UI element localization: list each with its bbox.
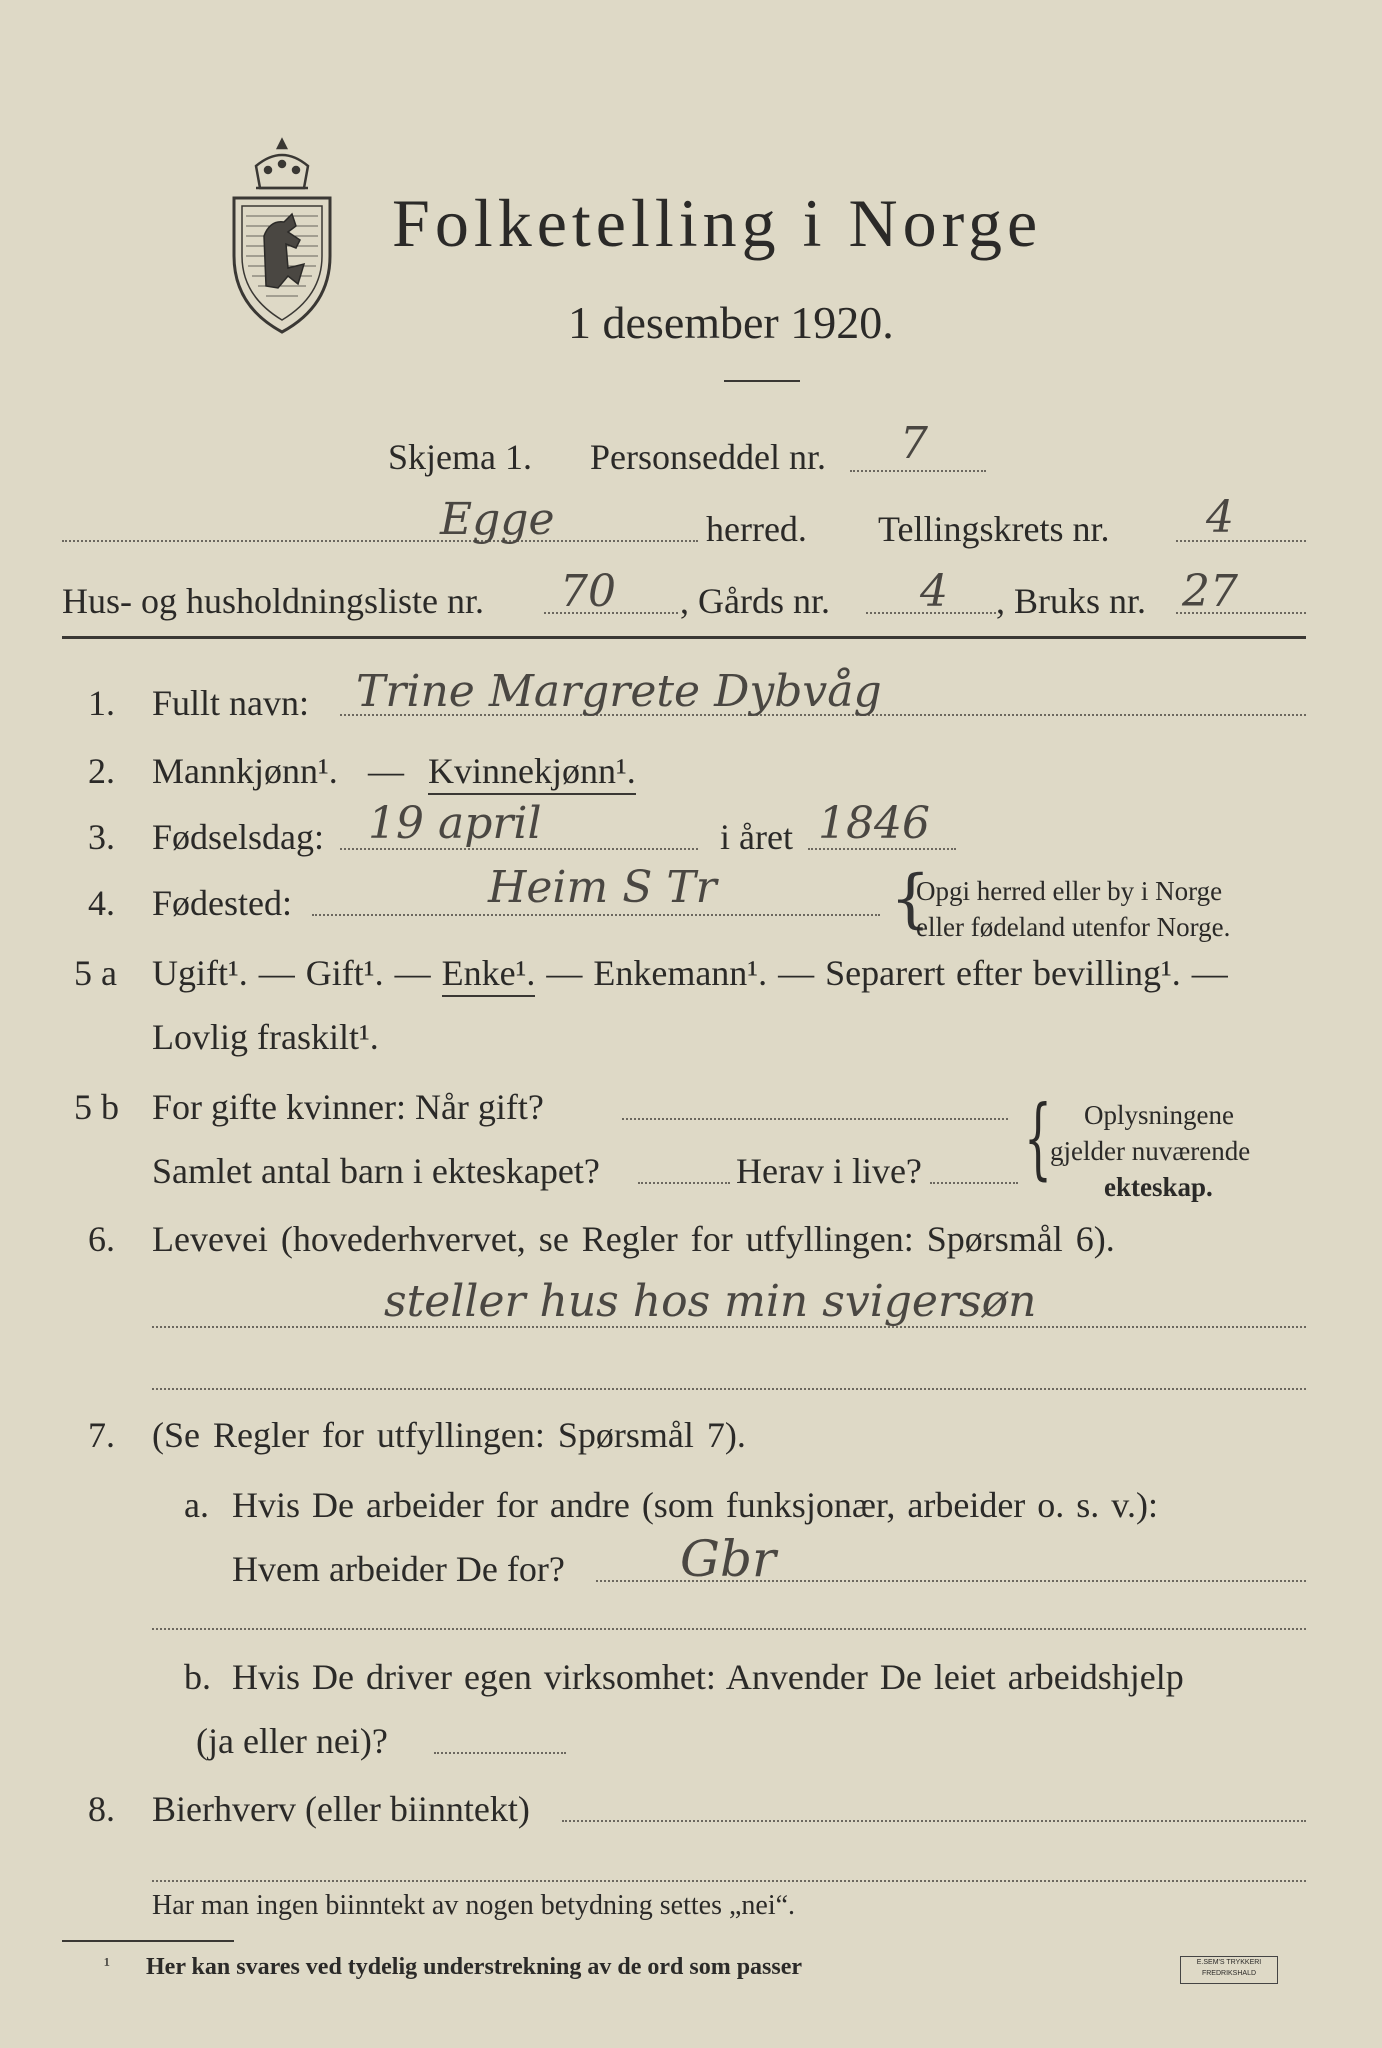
herred-value: Egge bbox=[440, 494, 555, 545]
q5b-children-label: Samlet antal barn i ekteskapet? bbox=[152, 1151, 600, 1191]
q5b-married-line bbox=[622, 1118, 1008, 1120]
full-name-value: Trine Margrete Dybvåg bbox=[356, 666, 882, 717]
tellingskrets-value: 4 bbox=[1206, 492, 1234, 543]
bruks-value: 27 bbox=[1182, 566, 1238, 617]
enkemann-option: Enkemann¹. bbox=[593, 953, 768, 993]
q7b-line1: Hvis De driver egen virksomhet: Anvender De leiet arbeidshjelp bbox=[232, 1657, 1184, 1697]
personseddel-label: Personseddel nr. bbox=[590, 437, 826, 477]
female-underlined: Kvinnekjønn¹. bbox=[428, 751, 636, 795]
q3-label: Fødselsdag: bbox=[152, 817, 325, 857]
q4-note-line2: eller fødeland utenfor Norge. bbox=[916, 912, 1231, 942]
q7b-letter: b. bbox=[184, 1657, 211, 1697]
q2-male-option: Mannkjønn¹. bbox=[152, 751, 338, 791]
husliste-label: Hus- og husholdningsliste nr. bbox=[62, 581, 485, 621]
q5b-note-line3: ekteskap. bbox=[1104, 1172, 1213, 1202]
q5b-number: 5 b bbox=[74, 1087, 119, 1127]
q5b-alive-line bbox=[930, 1182, 1018, 1184]
footnote-text: Her kan svares ved tydelig understrekning av de ord som passer bbox=[146, 1954, 803, 1980]
q5b-alive-label: Herav i live? bbox=[736, 1151, 922, 1191]
q4-line bbox=[312, 914, 880, 916]
bruks-label: , Bruks nr. bbox=[996, 581, 1147, 621]
personseddel-line bbox=[850, 470, 986, 472]
herred-label: herred. bbox=[706, 509, 807, 549]
q2-female-option bbox=[428, 750, 636, 792]
q5b-brace: { bbox=[1024, 1086, 1052, 1189]
tellingskrets-label: Tellingskrets nr. bbox=[878, 509, 1110, 549]
q2-separator: — bbox=[368, 751, 404, 791]
stamp-line1: E.SEM'S TRYKKERI bbox=[1196, 1959, 1262, 1966]
husliste-value: 70 bbox=[560, 566, 616, 617]
q7b-line2: (ja eller nei)? bbox=[196, 1721, 388, 1761]
q2-number: 2. bbox=[88, 751, 115, 791]
footer-note: Har man ingen biinntekt av nogen betydning settes „nei“. bbox=[152, 1890, 796, 1921]
q6-number: 6. bbox=[88, 1219, 115, 1259]
personseddel-value: 7 bbox=[900, 418, 928, 469]
q6-label: Levevei (hovederhvervet, se Regler for utfyllingen: Spørsmål 6). bbox=[152, 1219, 1115, 1259]
gift-option: Gift¹. bbox=[305, 953, 384, 993]
ugift-option: Ugift¹. bbox=[152, 953, 248, 993]
q7-number: 7. bbox=[88, 1415, 115, 1455]
fraskilt-option: Lovlig fraskilt¹. bbox=[152, 1017, 379, 1057]
birthplace-value: Heim S Tr bbox=[488, 862, 717, 913]
tellingskrets-line bbox=[1176, 540, 1306, 542]
q4-number: 4. bbox=[88, 883, 115, 923]
q7a-letter: a. bbox=[184, 1485, 209, 1525]
header-rule bbox=[62, 636, 1306, 639]
title-divider bbox=[724, 380, 800, 382]
birth-day-value: 19 april bbox=[368, 798, 542, 849]
q7b-answer-line bbox=[434, 1752, 566, 1754]
birth-year-value: 1846 bbox=[818, 798, 930, 849]
q5a-sep5: — bbox=[1191, 953, 1228, 993]
gards-label: , Gårds nr. bbox=[680, 581, 830, 621]
employer-value: Gbr bbox=[680, 1530, 776, 1588]
q7-label: (Se Regler for utfyllingen: Spørsmål 7). bbox=[152, 1415, 746, 1455]
coat-of-arms-icon bbox=[226, 136, 338, 336]
footnote-mark: ¹ bbox=[104, 1954, 110, 1976]
q3-number: 3. bbox=[88, 817, 115, 857]
printer-stamp bbox=[1180, 1956, 1278, 1984]
enke-option-underlined: Enke¹. bbox=[442, 953, 536, 997]
q5a-number: 5 a bbox=[74, 953, 117, 993]
q8-label: Bierhverv (eller biinntekt) bbox=[152, 1789, 530, 1829]
q5a-sep4: — bbox=[778, 953, 815, 993]
q5a-sep1: — bbox=[258, 953, 295, 993]
q3-year-label: i året bbox=[720, 817, 793, 857]
q8-number: 8. bbox=[88, 1789, 115, 1829]
q5a-options bbox=[152, 952, 1228, 994]
schema-label: Skjema 1. bbox=[388, 437, 532, 477]
form-title: Folketelling i Norge bbox=[392, 185, 1043, 261]
q5a-sep3: — bbox=[546, 953, 583, 993]
separert-option: Separert efter bevilling¹. bbox=[825, 953, 1181, 993]
q7a-line2: Hvem arbeider De for? bbox=[232, 1549, 565, 1589]
q5b-note-line1: Oplysningene bbox=[1084, 1100, 1234, 1130]
q7a-line1: Hvis De arbeider for andre (som funksjonær, arbeider o. s. v.): bbox=[232, 1485, 1158, 1525]
q5b-children-line bbox=[638, 1182, 730, 1184]
q8-line1 bbox=[562, 1820, 1306, 1822]
q5b-note-line2: gjelder nuværende bbox=[1050, 1136, 1251, 1166]
footnote-rule bbox=[62, 1940, 234, 1942]
q6-line2 bbox=[152, 1388, 1306, 1390]
q4-brace: { bbox=[890, 862, 931, 936]
census-date: 1 desember 1920. bbox=[568, 297, 894, 348]
q5a-sep2: — bbox=[394, 953, 431, 993]
q1-number: 1. bbox=[88, 683, 115, 723]
q8-line2 bbox=[152, 1880, 1306, 1882]
q4-label: Fødested: bbox=[152, 883, 292, 923]
q4-note-line1: Opgi herred eller by i Norge bbox=[916, 876, 1223, 906]
q7a-line-extra bbox=[152, 1628, 1306, 1630]
herred-line bbox=[62, 540, 698, 542]
stamp-line2: FREDRIKSHALD bbox=[1201, 1970, 1257, 1977]
q1-label: Fullt navn: bbox=[152, 683, 310, 723]
gards-value: 4 bbox=[920, 566, 948, 617]
occupation-value: steller hus hos min svigersøn bbox=[384, 1276, 1037, 1327]
q5b-label: For gifte kvinner: Når gift? bbox=[152, 1087, 544, 1127]
